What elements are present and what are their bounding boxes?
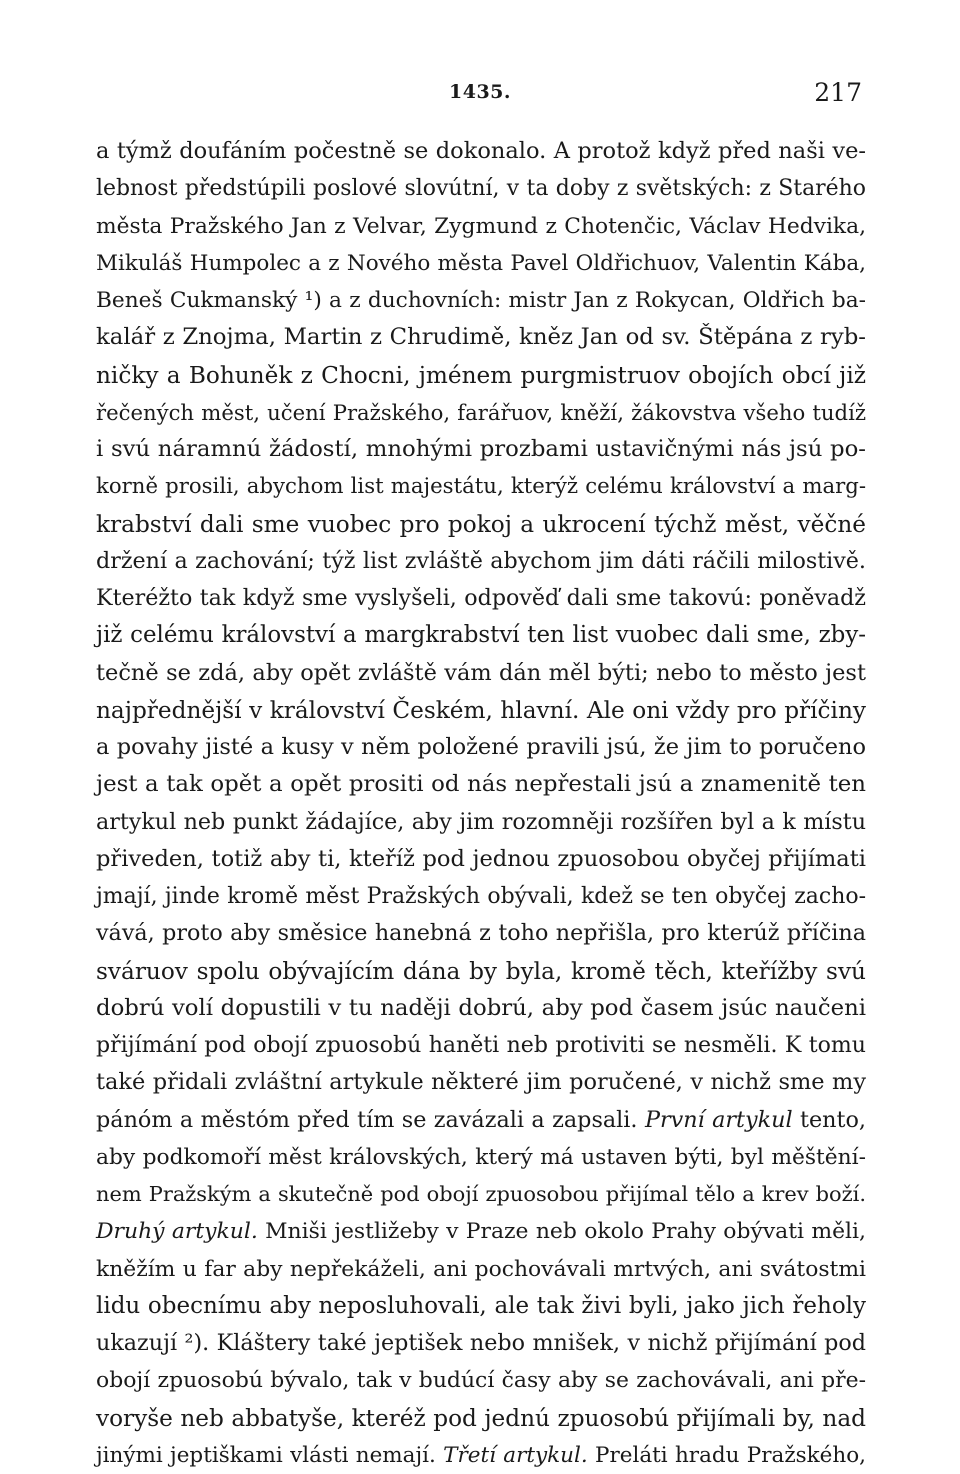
text-segment: řečených měst, učení Pražského, farářuov, kněží, žákovstva všeho tudíž [96, 399, 866, 425]
text-segment: jinými jeptiškami vlásti nemají. [96, 1442, 444, 1468]
italic-heading: Třetí artykul. [443, 1442, 588, 1468]
text-line [96, 133, 866, 170]
text-segment: krabství dali sme vuobec pro pokoj a ukrocení týchž měst, věčné [96, 510, 866, 538]
text-segment: Kteréžto tak když sme vyslyšeli, odpověď dali sme takovú: poněvadž [96, 585, 866, 611]
text-line [96, 1437, 866, 1474]
running-head-year: 1435. [449, 81, 511, 103]
text-line [96, 915, 866, 952]
text-line [96, 1213, 866, 1250]
text-line [96, 543, 866, 580]
text-segment: Beneš Cukmanský ¹) a z duchovních: mistr Jan z Rokycan, Oldřich ba- [96, 288, 866, 313]
text-line [96, 1102, 866, 1139]
text-segment: aby podkomoří měst královských, který má ustaven býti, byl měštění- [96, 1144, 866, 1170]
italic-heading: První artykul [644, 1106, 793, 1133]
text-line [96, 953, 866, 990]
text-line [96, 655, 866, 692]
text-segment: korně prosili, abychom list majestátu, kterýž celému království a marg- [96, 474, 866, 500]
text-segment: nem Pražským a skutečně pod obojí zpuosobou přijímal tělo a krev boží. [96, 1182, 866, 1206]
text-segment: Mikuláš Humpolec a z Nového města Pavel Oldřichuov, Valentin Kába, [96, 250, 866, 276]
text-segment: voryše neb abbatyše, kteréž pod jednú zpuosobú přijímali by, nad [96, 1404, 866, 1432]
text-line [96, 1325, 866, 1362]
text-line [96, 506, 866, 543]
body-text [96, 133, 866, 1474]
text-line [96, 1176, 866, 1213]
text-segment: již celému království a margkrabství ten list vuobec dali sme, zby- [96, 622, 866, 649]
text-line [96, 1027, 866, 1064]
text-segment: lebnost předstúpili poslové slovútní, v ta doby z světských: z Starého [96, 176, 866, 202]
text-segment: města Pražského Jan z Velvar, Zygmund z Chotenčic, Václav Hedvika, [96, 213, 866, 239]
text-segment: dobrú volí dopustili v tu naději dobrú, aby pod časem jsúc naučeni [96, 994, 866, 1021]
text-segment: i svú náramnú žádostí, mnohými prozbami ustavičnými nás jsú po- [96, 436, 866, 462]
text-line [96, 1362, 866, 1399]
text-segment: artykul neb punkt žádajíce, aby jim rozomněji rozšířen byl a k místu [96, 808, 866, 835]
text-segment: také přidali zvláštní artykule některé jim poručené, v nichž sme my [96, 1069, 866, 1096]
text-segment: Mniši jestližeby v Praze neb okolo Prahy obývati měli, [257, 1219, 866, 1245]
text-line [96, 245, 866, 282]
text-line [96, 766, 866, 803]
text-segment: pánóm a městóm před tím se zavázali a zapsali. [96, 1106, 645, 1133]
text-segment: tečně se zdá, aby opět zvláště vám dán měl býti; nebo to město jest [96, 659, 866, 686]
text-line [96, 692, 866, 729]
text-segment: najpřednější v království Českém, hlavní. Ale oni vždy pro příčiny [96, 696, 866, 724]
text-segment: obojí zpuosobú bývalo, tak v budúcí časy aby se zachovávali, ani pře- [96, 1368, 866, 1394]
text-line [96, 319, 866, 356]
page-number: 217 [814, 78, 862, 107]
text-line [96, 617, 866, 654]
text-line [96, 804, 866, 841]
text-segment: kalář z Znojma, Martin z Chrudimě, kněz Jan od sv. Štěpána z ryb- [96, 324, 866, 351]
italic-heading: Druhý artykul. [96, 1219, 258, 1245]
text-segment: přiveden, totiž aby ti, kteříž pod jednou zpuosobou obyčej přijímati [96, 845, 866, 872]
text-segment: jest a tak opět a opět prositi od nás nepřestali jsú a znamenitě ten [96, 771, 866, 798]
text-line [96, 282, 866, 319]
text-line [96, 208, 866, 245]
text-segment: sváruov spolu obývajícím dána by byla, kromě těch, kteřížby svú [96, 957, 866, 985]
text-line [96, 841, 866, 878]
text-line [96, 1139, 866, 1176]
text-line [96, 1064, 866, 1101]
text-line [96, 1288, 866, 1325]
text-segment: jmají, jinde kromě měst Pražských obývali, kdež se ten obyčej zacho- [96, 884, 866, 909]
text-line [96, 1251, 866, 1288]
text-line [96, 394, 866, 431]
page-header [96, 78, 864, 108]
text-line [96, 580, 866, 617]
text-line [96, 170, 866, 207]
text-line [96, 1400, 866, 1437]
text-line [96, 990, 866, 1027]
text-line [96, 468, 866, 505]
text-segment: ničky a Bohuněk z Chocni, jménem purgmistruov obojích obcí již [96, 361, 866, 389]
text-segment: ukazují ²). Kláštery také jeptišek nebo mnišek, v nichž přijímání pod [96, 1330, 866, 1356]
text-line [96, 357, 866, 394]
text-segment: lidu obecnímu aby neposluhovali, ale tak živi byli, jako jich řeholy [96, 1292, 866, 1319]
text-segment: kněžím u far aby nepřekáželi, ani pochovávali mrtvých, ani svátostmi [96, 1256, 866, 1282]
text-segment: a týmž doufáním počestně se dokonalo. A protož když před naši ve- [96, 138, 866, 164]
text-segment: přijímání pod obojí zpuosobú haněti neb protiviti se nesměli. K tomu [96, 1033, 866, 1058]
text-segment: tento, [792, 1106, 867, 1133]
text-line [96, 729, 866, 766]
text-segment: a povahy jisté a kusy v něm položené pravili jsú, že jim to poručeno [96, 734, 866, 760]
text-segment: držení a zachování; týž list zvláště abychom jim dáti ráčili milostivě. [96, 547, 866, 574]
text-segment: vává, proto aby směsice hanebná z toho nepřišla, pro kterúž příčina [96, 920, 866, 947]
text-segment: Preláti hradu Pražského, [587, 1442, 866, 1468]
text-line [96, 431, 866, 468]
text-line [96, 878, 866, 915]
